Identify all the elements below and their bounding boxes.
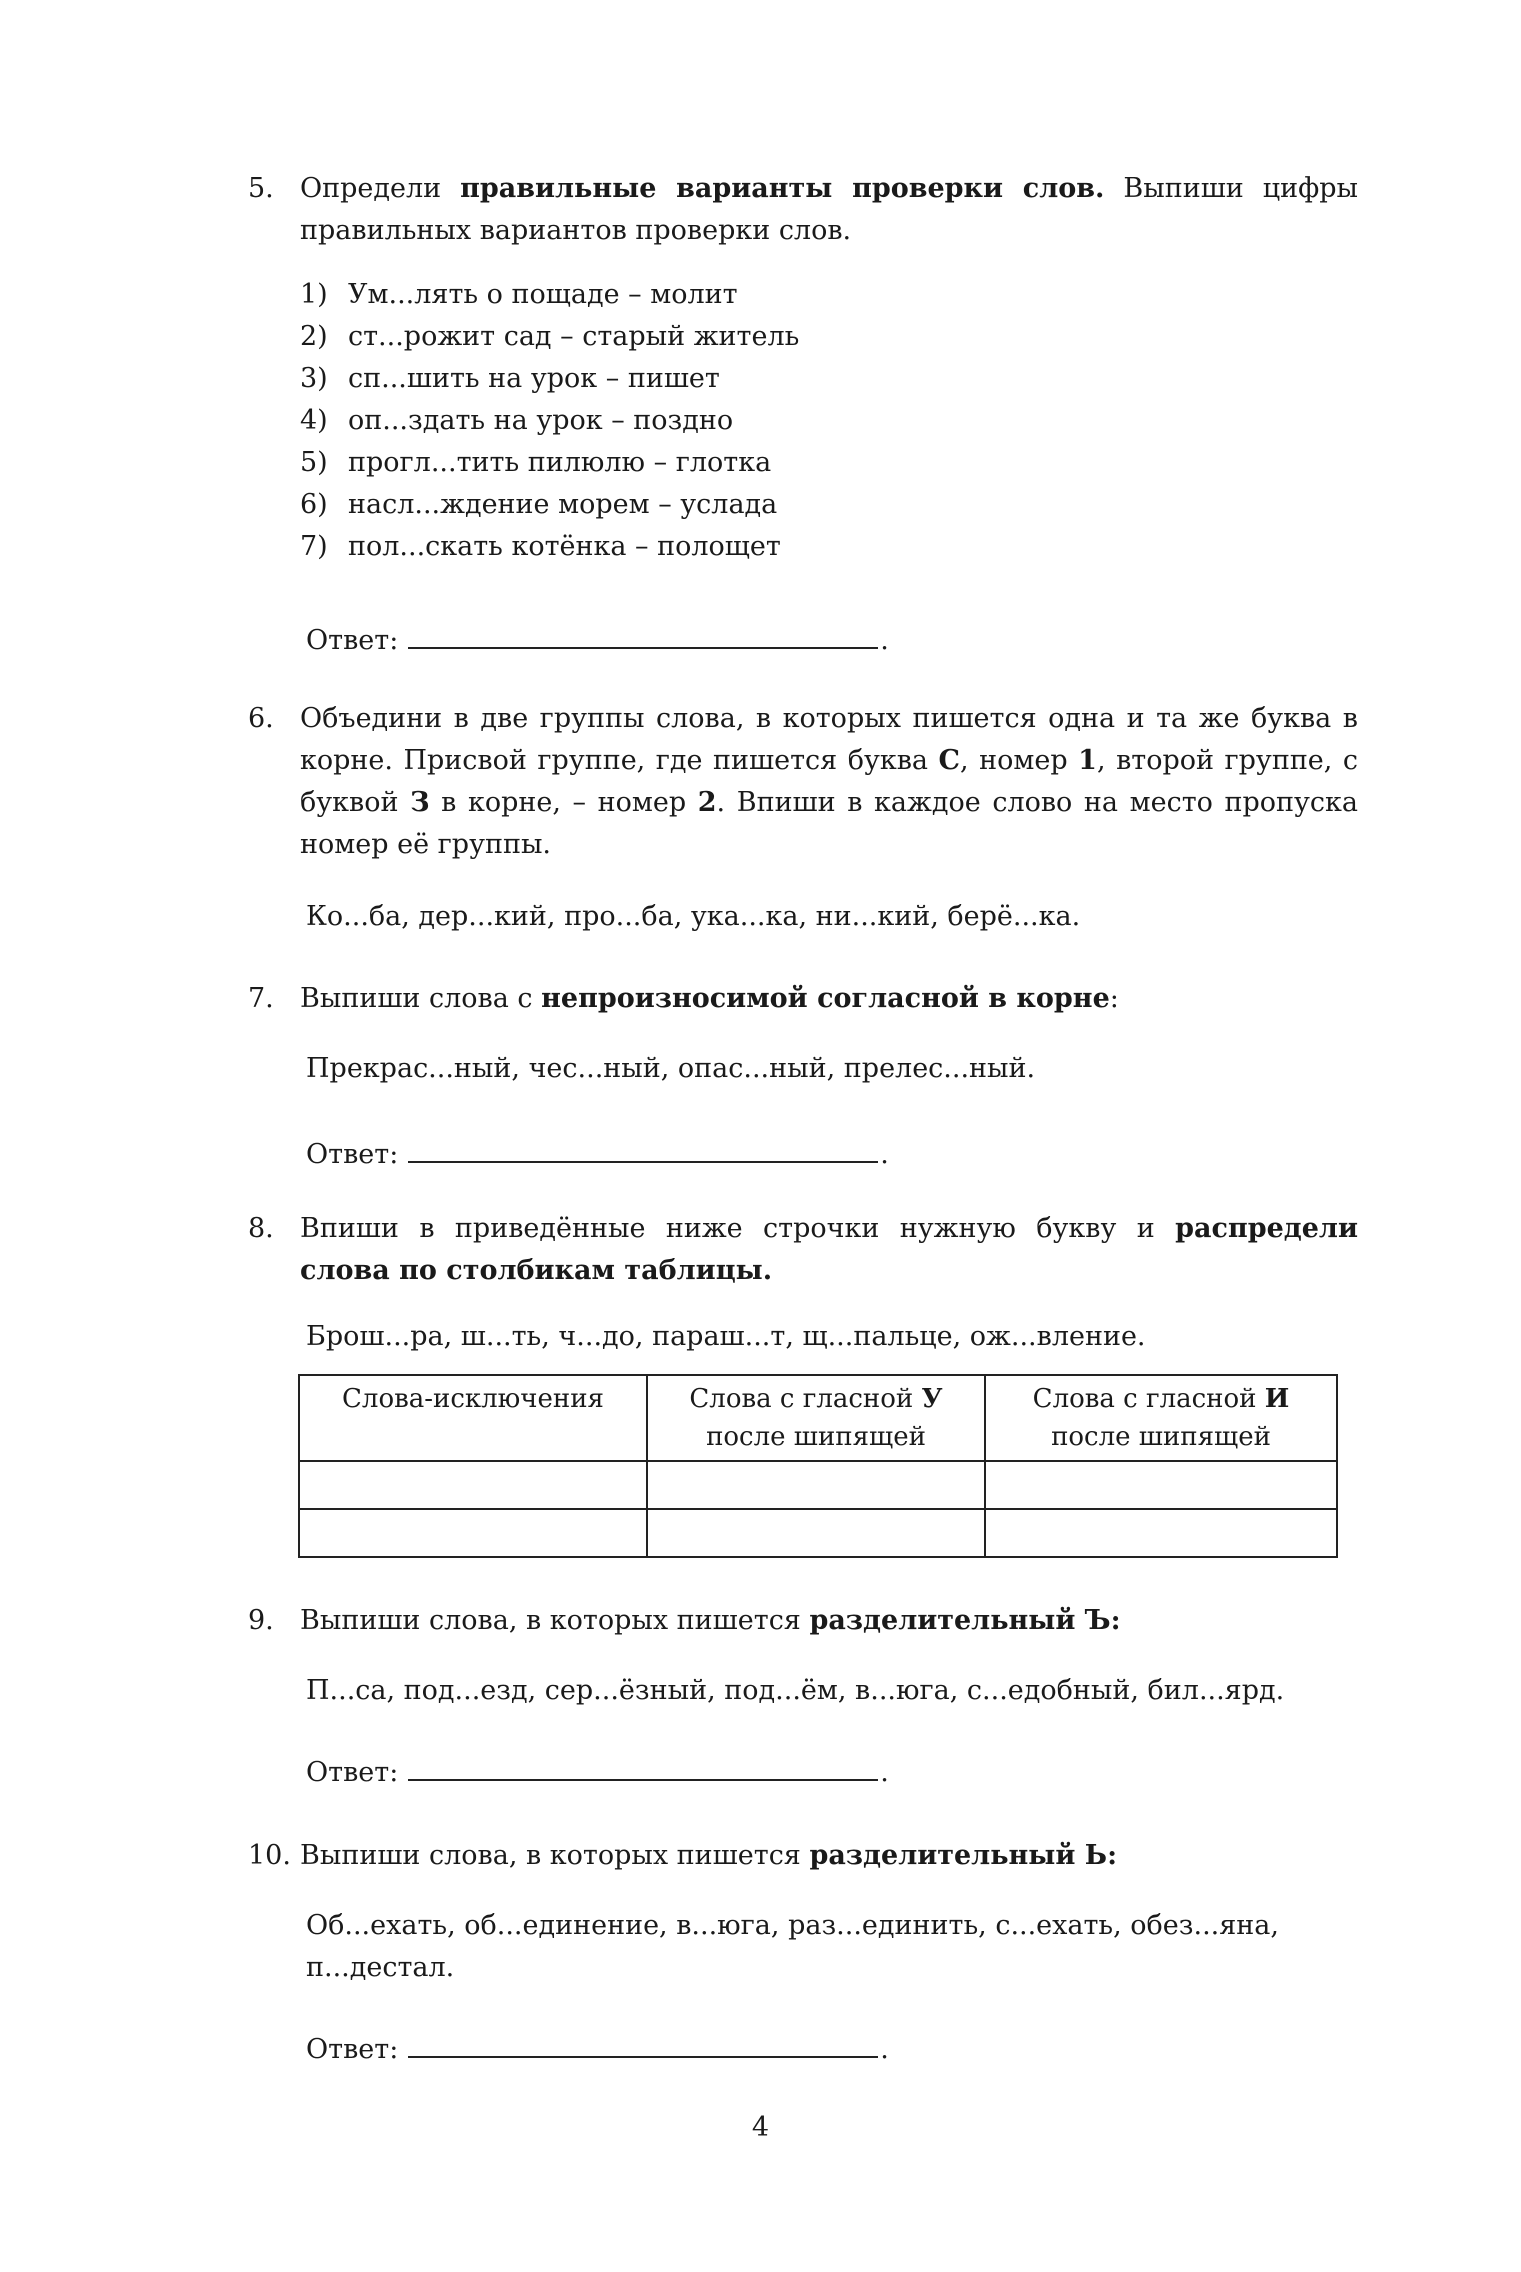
task-8 <box>248 1208 1358 1558</box>
table-header-row <box>299 1375 1337 1461</box>
table-cell[interactable] <box>299 1461 647 1509</box>
task-instruction: Впиши в приведённые ниже строчки нужную букву и распредели слова по столбикам таблицы. <box>300 1213 1358 1286</box>
column-header: Слова с гласной У после шипящей <box>647 1375 985 1461</box>
page-number: 4 <box>751 2112 770 2143</box>
task-number: 9. <box>248 1605 274 1636</box>
word-list: Ко...ба, дер...кий, про...ба, ука...ка, ни...кий, берё...ка. <box>306 901 1081 932</box>
word-list: Брош...ра, ш...ть, ч...до, параш...т, щ...пальце, ож...вление. <box>306 1321 1146 1352</box>
answer-line[interactable] <box>408 1778 878 1781</box>
answer-label: Ответ: <box>306 1757 399 1788</box>
option-item: 1) Ум...лять о пощаде – молит <box>300 279 738 310</box>
answer-line[interactable] <box>408 2055 878 2058</box>
table-row <box>299 1461 1337 1509</box>
word-list: П...са, под...езд, сер...ёзный, под...ём, в...юга, с...едобный, бил...ярд. <box>306 1675 1285 1706</box>
task-6 <box>248 698 1358 938</box>
option-item: 2) ст...рожит сад – старый житель <box>300 321 800 352</box>
task-9 <box>248 1600 1358 1794</box>
task-5 <box>248 168 1358 662</box>
answer-row: Ответ: . <box>306 2029 1358 2071</box>
task-instruction: Объедини в две группы слова, в которых пишется одна и та же буква в корне. Присвой группе, где пишется буква С, номер 1, второй группе, с буквой З в корне, – номер 2. Впиши в каждое слово на место пропуска номер её группы. <box>300 703 1359 860</box>
answer-row: Ответ: . <box>306 620 1358 662</box>
options-list <box>300 274 1358 568</box>
column-header: Слова с гласной И после шипящей <box>985 1375 1337 1461</box>
option-item: 6) насл...ждение морем – услада <box>300 489 778 520</box>
task-instruction: Выпиши слова, в которых пишется разделительный Ь: <box>300 1840 1118 1871</box>
task-instruction: Выпиши слова, в которых пишется разделительный Ъ: <box>300 1605 1121 1636</box>
task-number: 10. <box>248 1840 291 1871</box>
task-number: 7. <box>248 983 274 1014</box>
word-list: Об...ехать, об...единение, в...юга, раз...единить, с...ехать, обез...яна, п...дестал. <box>306 1910 1279 1983</box>
answer-row: Ответ: . <box>306 1752 1358 1794</box>
answer-row: Ответ: . <box>306 1134 1358 1176</box>
table-cell[interactable] <box>985 1509 1337 1557</box>
answer-line[interactable] <box>408 1160 878 1163</box>
answer-label: Ответ: <box>306 625 399 656</box>
word-list: Прекрас...ный, чес...ный, опас...ный, прелес...ный. <box>306 1053 1036 1084</box>
task-number: 6. <box>248 703 274 734</box>
option-item: 3) сп...шить на урок – пишет <box>300 363 720 394</box>
table-cell[interactable] <box>299 1509 647 1557</box>
task-10 <box>248 1835 1358 2071</box>
sorting-table <box>298 1374 1338 1558</box>
task-number: 8. <box>248 1213 274 1244</box>
table-cell[interactable] <box>647 1461 985 1509</box>
task-instruction: Выпиши слова с непроизносимой согласной в корне: <box>300 983 1119 1014</box>
answer-label: Ответ: <box>306 2034 399 2065</box>
option-item: 7) пол...скать котёнка – полощет <box>300 531 781 562</box>
table-row <box>299 1509 1337 1557</box>
table-cell[interactable] <box>985 1461 1337 1509</box>
answer-line[interactable] <box>408 646 878 649</box>
task-7 <box>248 978 1358 1176</box>
task-number: 5. <box>248 173 274 204</box>
option-item: 4) оп...здать на урок – поздно <box>300 405 734 436</box>
option-item: 5) прогл...тить пилюлю – глотка <box>300 447 772 478</box>
table-cell[interactable] <box>647 1509 985 1557</box>
answer-label: Ответ: <box>306 1139 399 1170</box>
column-header: Слова-исключения <box>299 1375 647 1461</box>
task-instruction: Определи правильные варианты проверки слов. Выпиши цифры правильных вариантов проверки слов. <box>300 173 1358 246</box>
